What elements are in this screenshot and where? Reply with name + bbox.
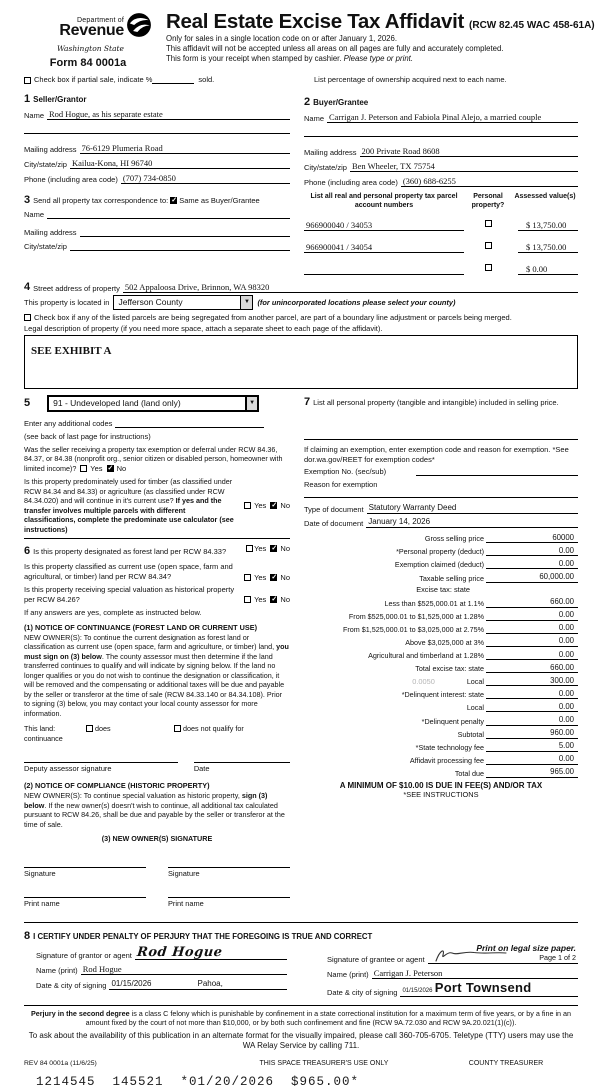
yes-checkbox[interactable] (80, 465, 87, 472)
seller-grantor-heading: Seller/Grantor (33, 95, 87, 104)
new-owner-signature-field[interactable] (168, 856, 290, 868)
chevron-down-icon: ▼ (240, 296, 252, 309)
gross-selling-price-value[interactable]: 60000 (486, 533, 578, 544)
correspondence-city-field[interactable] (70, 241, 290, 251)
reason-for-exemption-label: Reason for exemption (304, 479, 378, 489)
treasurer-space-label: THIS SPACE TREASURER'S USE ONLY (259, 1060, 389, 1068)
header-note-2: This affidavit will not be accepted unless all areas on all pages are fully and accurately completed. (166, 44, 504, 54)
legal-description-box[interactable] (24, 335, 578, 389)
tty-notice: To ask about the availability of this publication in an alternate format for the visually impaired, please call 360-705-6705. Teletype (TTY) users may use the WA Relay Service by calling 711. (28, 1031, 574, 1051)
logo-state-text: Washington State (56, 44, 124, 53)
buyer-city-field[interactable]: Ben Wheeler, TX 75754 (350, 161, 578, 172)
county-treasurer-label: COUNTY TREASURER (468, 1060, 544, 1068)
personal-property-field[interactable] (304, 409, 578, 435)
tier1-tax-value[interactable]: 660.00 (486, 597, 578, 608)
segregated-label: Check box if any of the listed parcels are being segregated from another parcel, are part of a boundary line adjustment or parcels being merged. (34, 312, 512, 322)
same-as-buyer-checkbox[interactable] (170, 197, 177, 204)
tier3-tax-value[interactable]: 0.00 (486, 623, 578, 634)
section-divider (304, 497, 578, 498)
assessed-value-field[interactable]: $ 13,750.00 (518, 220, 578, 231)
land-use-select[interactable]: 91 - Undeveloped land (land only) ▼ (47, 395, 259, 412)
delinquent-interest-state-value[interactable]: 0.00 (486, 689, 578, 700)
segregated-checkbox[interactable] (24, 314, 31, 321)
print-note: Print on legal size paper. (476, 943, 576, 953)
minimum-fee-note: A MINIMUM OF $10.00 IS DUE IN FEE(S) AND/OR TAX (339, 780, 543, 790)
ownership-percentage-note: List percentage of ownership acquired next to each name. (314, 75, 507, 84)
footer-divider (24, 1005, 578, 1006)
yes-checkbox[interactable] (244, 596, 251, 603)
grantor-signature-field[interactable] (135, 944, 287, 960)
county-note: (for unincorporated locations please select your county) (257, 297, 456, 307)
section-4: 4 Street address of property 502 Appaloosa Drive, Brinnon, WA 98320 This property is located in Jefferson County ▼ (for unincorporated locations please select your county) Check box if any of the listed parcels are being segregated from another parcel, are part of a boundary line adjustment or parcels being merged. Legal description of property (if you need more space, attach a separate sheet to each page of the affidavit). SEE EXHIBIT A (24, 281, 578, 389)
exemption-instruction: If claiming an exemption, enter exemption code and reason for exemption. *See dor.wa.gov/REET for exemption codes* (304, 445, 569, 464)
see-instructions-note: *SEE INSTRUCTIONS (403, 789, 479, 799)
personal-property-instruction: 7 List all personal property (tangible and intangible) included in selling price. (304, 395, 559, 408)
assessed-value-field[interactable]: $ 13,750.00 (518, 242, 578, 253)
delinquent-interest-local-value[interactable]: 0.00 (486, 702, 578, 713)
yes-checkbox[interactable] (246, 545, 253, 552)
logo-dept-text: Department of (77, 17, 124, 24)
seller-name-field[interactable]: Rod Hogue, as his separate estate (47, 109, 290, 120)
local-rate-value: 0.0050 (412, 677, 435, 687)
parcel-number-field[interactable]: 966900041 / 34054 (304, 242, 464, 253)
correspondence-name-field[interactable] (47, 209, 290, 219)
section-divider (24, 922, 578, 923)
historical-property-question: Is this property receiving special valuation as historical property per RCW 84.26? (24, 584, 235, 604)
forest-land-question: Is this property designated as forest land per RCW 84.33? (33, 547, 227, 557)
perjury-notice: Perjury in the second degree is a class C felony which is punishable by confinement in a state correctional institution for a maximum term of five years, or by a fine in an amount fixed by the court of not more than $10,000, or by both such confinement and fine (RCW 9A.72.030 and RCW 9A.20.021(1)(c)). (30, 1008, 572, 1027)
no-checkbox[interactable] (270, 502, 277, 509)
personal-property-checkbox[interactable] (485, 220, 492, 227)
total-due-value[interactable]: 965.00 (486, 767, 578, 778)
dor-logo (24, 8, 152, 69)
no-checkbox[interactable] (270, 545, 277, 552)
buyer-mailing-field[interactable]: 200 Private Road 8608 (360, 146, 578, 157)
form-number: Form 84 0001a (49, 57, 127, 69)
grantor-date-city-field[interactable]: 01/15/2026 Pahoa, (109, 979, 287, 990)
exemption-number-field[interactable] (416, 466, 578, 476)
grantor-signature-text: Rod Hogue (136, 944, 224, 960)
grantee-print-name-field[interactable]: Carrigan J. Peterson (372, 968, 578, 979)
notice-continuance-title: (1) NOTICE OF CONTINUANCE (FOREST LAND OR CURRENT USE) (24, 623, 258, 633)
new-owner-print-name-field[interactable] (24, 886, 146, 898)
no-checkbox[interactable] (270, 596, 277, 603)
city-stamp: Port Townsend (434, 979, 532, 995)
section-divider (304, 439, 578, 440)
excise-tax-state-header: Excise tax: state (416, 585, 470, 595)
ag-timberland-tax-value[interactable]: 0.00 (486, 650, 578, 661)
buyer-name2-field[interactable] (304, 127, 578, 137)
document-type-field[interactable]: Statutory Warranty Deed (367, 503, 578, 514)
county-select[interactable]: Jefferson County ▼ (113, 295, 253, 310)
assessed-value-field[interactable]: $ 0.00 (518, 264, 578, 275)
does-not-qualify-checkbox[interactable] (174, 725, 181, 732)
correspondence-label: Send all property tax correspondence to: (33, 195, 169, 205)
document-date-field[interactable]: January 14, 2026 (366, 517, 578, 528)
partial-sale-percent-field[interactable] (152, 75, 194, 84)
new-owners-signature-title: (3) NEW OWNER(S) SIGNATURE (101, 834, 213, 844)
logo-revenue-text: Revenue (59, 22, 124, 39)
personal-property-checkbox[interactable] (485, 242, 492, 249)
personal-property-deduct-value[interactable]: 0.00 (486, 546, 578, 557)
personal-property-checkbox[interactable] (485, 264, 492, 271)
deputy-date-field[interactable] (194, 751, 290, 763)
tier4-tax-value[interactable]: 0.00 (486, 636, 578, 647)
notice-compliance-text: NEW OWNER(S): To continue special valuation as historic property, sign (3) below. If the new owner(s) doesn't wish to continue, all additional tax calculated pursuant to RCW 84.26, shall be due and payable by the seller or transferor at the time of sale. (24, 791, 285, 829)
timber-use-question: Is this property predominately used for timber (as classified under RCW 84.34 and 84.33) or agriculture (as classified under RCW 84.34.020) and will continue in it's current use? If yes and the transfer involves multiple parcels with different classifications, complete the predominate use calculator (see instructions) (24, 477, 234, 534)
correspondence-mailing-field[interactable] (80, 227, 290, 237)
no-checkbox[interactable] (107, 465, 114, 472)
parcel-number-field[interactable] (304, 265, 464, 275)
parcel-table-header: List all real and personal property tax parcel account numbers Personal property? Assessed value(s) (310, 193, 576, 209)
tier2-tax-value[interactable]: 0.00 (486, 610, 578, 621)
this-land-label: This land: (24, 724, 56, 734)
state-technology-fee-value[interactable]: 5.00 (486, 741, 578, 752)
parcel-row (304, 235, 578, 253)
buyer-name-field[interactable]: Carrigan J. Peterson and Fabiola Pinal Alejo, a married couple (327, 112, 578, 123)
legal-description-text: SEE EXHIBIT A (31, 344, 112, 357)
form-revision: REV 84 0001a (11/6/25) (24, 1060, 97, 1068)
affidavit-processing-fee-value[interactable]: 0.00 (486, 754, 578, 765)
seller-phone-field[interactable]: (707) 734-0850 (121, 173, 290, 184)
seller-name2-field[interactable] (24, 124, 290, 134)
notice-compliance-title: (2) NOTICE OF COMPLIANCE (HISTORIC PROPERTY) (24, 781, 210, 791)
additional-codes-field[interactable] (115, 418, 264, 428)
grantee-date-city-field[interactable]: 01/15/2026 Port Townsend (400, 983, 578, 997)
local-tax-value[interactable]: 300.00 (486, 676, 578, 687)
legal-description-label: Legal description of property (if you need more space, attach a separate sheet to each page of the affidavit). (24, 323, 383, 333)
chevron-down-icon: ▼ (245, 397, 257, 410)
delinquent-penalty-value[interactable]: 0.00 (486, 715, 578, 726)
continuance-label: continuance (24, 733, 63, 743)
total-excise-state-value[interactable]: 660.00 (486, 663, 578, 674)
deputy-assessor-signature-field[interactable] (24, 751, 178, 763)
yes-checkbox[interactable] (244, 502, 251, 509)
grantor-print-name-field[interactable]: Rod Hogue (81, 964, 287, 975)
certify-statement: I CERTIFY UNDER PENALTY OF PERJURY THAT THE FOREGOING IS TRUE AND CORRECT (33, 931, 373, 941)
treasurer-stamp: 1214545 145521 *01/20/2026 $965.00* (36, 1075, 360, 1089)
parcel-number-field[interactable]: 966900040 / 34053 (304, 220, 464, 231)
same-as-buyer-label: Same as Buyer/Grantee (179, 195, 260, 205)
form-header (24, 8, 595, 69)
reet-affidavit-form: Department of Revenue Washington State Form 84 0001a Real Estate Excise Tax Affidavit (RCW 82.45 WAC 458-61A) Only for sales in a single location code on or after January 1, 2026. This affidavit will not be accepted unless all areas on all pages are fully and accurately completed. This form is your receipt when stamped by cashier. Please type or print. Check box if partial sale, indicate % sold. List percentage of ownership acquired next to each name. 1 Seller/Grantor Name Rod Hogue, as his separate estate Mailing address 76-6129 Plumeria Road City/state/zip Kailua-Kona, HI 96740 Phone (including area code) (707) 734-0850 3 Send all property tax correspondence to: ✓ Same as Buyer/Grantee Name Mailing address City/state/zip 2 Buyer/Grantee Name Carrigan J. Peterson and Fabiola Pinal Alejo, a married couple Mailing address 200 Private Road 8608 City/state/zip Ben Wheeler, TX 75754 Phone (including area code) (360) 688-6255 List all real and personal property tax parcel account numbers Personal property? Assessed value(s) 966900040 / 34053 $ 13,750.00 966900041 / 34054 $ 13,750.00 $ 0.00 4 Street address of property 502 Appaloosa Drive, Brinnon, WA 98320 This property is located in Jefferson County ▼ (for unincorporated locations please select your county) Check box if any of the listed parcels are being segregated from another parcel, are part of a boundary line adjustment or parcels being merged. Legal description of property (if you need more space, attach a separate sheet to each page of the affidavit). SEE EXHIBIT A 5 91 - Undeveloped land (land only) ▼ Enter any additional codes (see back of last page for instructions) Was the seller receiving a property tax exemption or deferral under RCW 84.36, 84.37, or 84.38 (nonprofit org., senior citizen or disabled person, homeowner with limited income)? Yes ✓ No Is this property predominately used for timber (as classified under RCW 84.34 and 84.33) or agriculture (as classified under RCW 84.34.020) and will continue in it's current use? If yes and the transfer involves multiple parcels with different classifications, complete the predominate use calculator (see instructions) Yes ✓ No 6 Is this property designated as forest land per RCW 84.33? Yes ✓ No Is this property classified as current use (open space, farm and agricultural, or timber) land per RCW 84.34? Yes ✓ No Is this property receiving special valuation as historical property per RCW 84.26? Yes ✓ No If any answers are yes, complete as instructed below. (1) NOTICE OF CONTINUANCE (FOREST LAND OR CURRENT USE) NEW OWNER(S): To continue the current designation as forest land or classification as current use (open space, farm and agriculture, or timber) land, you must sign on (3) below. The county assessor must then determine if the land transferred continues to qualify and will indicate by signing below. If the land no longer qualifies or you do not wish to continue the designation or classification, it will be removed and the compensating or additional taxes will be due and payable by the seller or transferor at the time of sale (RCW 84.33.140 or 84.34.108). Prior to signing (3) below, you may contact your local county assessor for more information. This land: does does not qualify for continuance Deputy assessor signature Date (2) NOTICE OF COMPLIANCE (HISTORIC PROPERTY) NEW OWNER(S): To continue special valuation as historic property, sign (3) below. If the new owner(s) doesn't wish to continue, all additional tax calculated pursuant to RCW 84.26, shall be due and payable by the seller or transferor at the time of sale. (3) NEW OWNER(S) SIGNATURE Signature Print name Signature Print name 7 List all personal property (tangible and intangible) included in selling price. If claiming an exemption, enter exemption code and reason for exemption. *See dor.wa.gov/REET for exemption codes* Exemption No. (sec/sub) Reason for exemption Type of document Statutory Warranty Deed Date of document January 14, 2026 Gross selling price 60000 *Personal property (deduct) 0.00 Exemption claimed (deduct) 0.00 Taxable selling price 60,000.00 Excise tax: state Less than $525,000.01 at 1.1% 660.00 From $525,000.01 to $1,525,000 at 1.28% 0.00 From $1,525,000.01 to $3,025,000 at 2.75% 0.00 Above $3,025,000 at 3% 0.00 Agricultural and timberland at 1.28% 0.00 Total excise tax: state 660.00 0.0050 Local 300.00 *Delinquent interest: state 0.00 Local 0.00 *Delinquent penalty 0.00 Subtotal 960.00 *State technology fee 5.00 Affidavit processing fee 0.00 Total due 965.00 A MINIMUM OF $10.00 IS DUE IN FEE(S) AND/OR TAX *SEE INSTRUCTIONS 8 I CERTIFY UNDER PENALTY OF PERJURY THAT THE FOREGOING IS TRUE AND CORRECT Signature of grantor or agent Rod Hogue Name (print) Rod Hogue Date & city of signing 01/15/2026 Pahoa, Signature of grantee or agent Name (print) Carrigan J. Peterson Date & city of signing 01/15/2026 Port Townsend Perjury in the second degree is a class C felony which is punishable by confinement in a state correctional institution for a maximum term of five years, or by a fine in an amount fixed by the court of not more than $10,000, or by both such confinement and fine (RCW 9A.72.030 and RCW 9A.20.021(1)(c)). To ask about the availability of this publication in an alternate format for the visually impaired, please call 360-705-6705. Teletype (TTY) users may use the WA Relay Service by calling 711. REV 84 0001a (11/6/25) THIS SPACE TREASURER'S USE ONLY COUNTY TREASURER 1214545 145521 *01/20/2026 $965.00* Print on legal size paper. Page 1 of 2 (0, 0, 600, 988)
current-use-question: Is this property classified as current use (open space, farm and agricultural, or timber) land per RCW 84.34? (24, 561, 233, 581)
answers-yes-note: If any answers are yes, complete as instructed below. (24, 608, 202, 618)
partial-sale-checkbox[interactable] (24, 77, 31, 84)
subtotal-value[interactable]: 960.00 (486, 728, 578, 739)
codes-note: (see back of last page for instructions) (24, 431, 151, 441)
parcel-row (304, 213, 578, 231)
header-note-1: Only for sales in a single location code on or after January 1, 2026. (166, 34, 398, 43)
form-title-rcw: (RCW 82.45 WAC 458-61A) (469, 20, 595, 31)
partial-sale-label: Check box if partial sale, indicate % (34, 75, 153, 84)
notice-continuance-text: NEW OWNER(S): To continue the current designation as forest land or classification as current use (open space, farm and agriculture, or timber) land, you must sign on (3) below. The county assessor must then determine if the land transferred continues to qualify and will indicate by signing below. If the land no longer qualifies or you do not wish to continue the designation or classification, it will be removed and the compensating or additional taxes will be due and payable by the seller or transferor at the time of sale (RCW 84.33.140 or 84.34.108). Prior to signing (3) below, you may contact your local county assessor for more information. (24, 632, 289, 718)
header-note-3: This form is your receipt when stamped by cashier. Please type or print. (166, 54, 414, 64)
seller-city-field[interactable]: Kailua-Kona, HI 96740 (70, 158, 290, 169)
seller-exemption-question: Was the seller receiving a property tax exemption or deferral under RCW 84.36, 84.37, or 84.38 (nonprofit org., senior citizen or disabled person, homeowner with limited income)? Yes ✓ No (24, 445, 290, 474)
new-owner-print-name-field[interactable] (168, 886, 290, 898)
dor-swoosh-icon (126, 12, 152, 43)
no-checkbox[interactable] (270, 574, 277, 581)
parcel-row (304, 257, 578, 275)
exemption-claimed-value[interactable]: 0.00 (486, 559, 578, 570)
yes-checkbox[interactable] (244, 574, 251, 581)
partial-sale-sold-label: sold. (198, 75, 215, 84)
does-qualify-checkbox[interactable] (86, 725, 93, 732)
street-address-field[interactable]: 502 Appaloosa Drive, Brinnon, WA 98320 (123, 282, 578, 293)
new-owner-signature-field[interactable] (24, 856, 146, 868)
taxable-selling-price-value[interactable]: 60,000.00 (486, 572, 578, 583)
seller-mailing-field[interactable]: 76-6129 Plumeria Road (80, 143, 290, 154)
form-title: Real Estate Excise Tax Affidavit (166, 10, 465, 33)
buyer-grantee-heading: Buyer/Grantee (313, 98, 369, 107)
section-divider (24, 538, 290, 539)
page-number: Page 1 of 2 (539, 953, 576, 962)
buyer-phone-field[interactable]: (360) 688-6255 (401, 176, 578, 187)
section-8: 8 I CERTIFY UNDER PENALTY OF PERJURY THAT THE FOREGOING IS TRUE AND CORRECT Signature of grantor or agent Rod Hogue Name (print) Rod Hogue Date & city of signing 01/15/2026 Pahoa, Signature of grantee or agent Name (print) Carrigan J. Peterson Date & city of signing 01/15/2026 Port Townsend (24, 926, 578, 1001)
